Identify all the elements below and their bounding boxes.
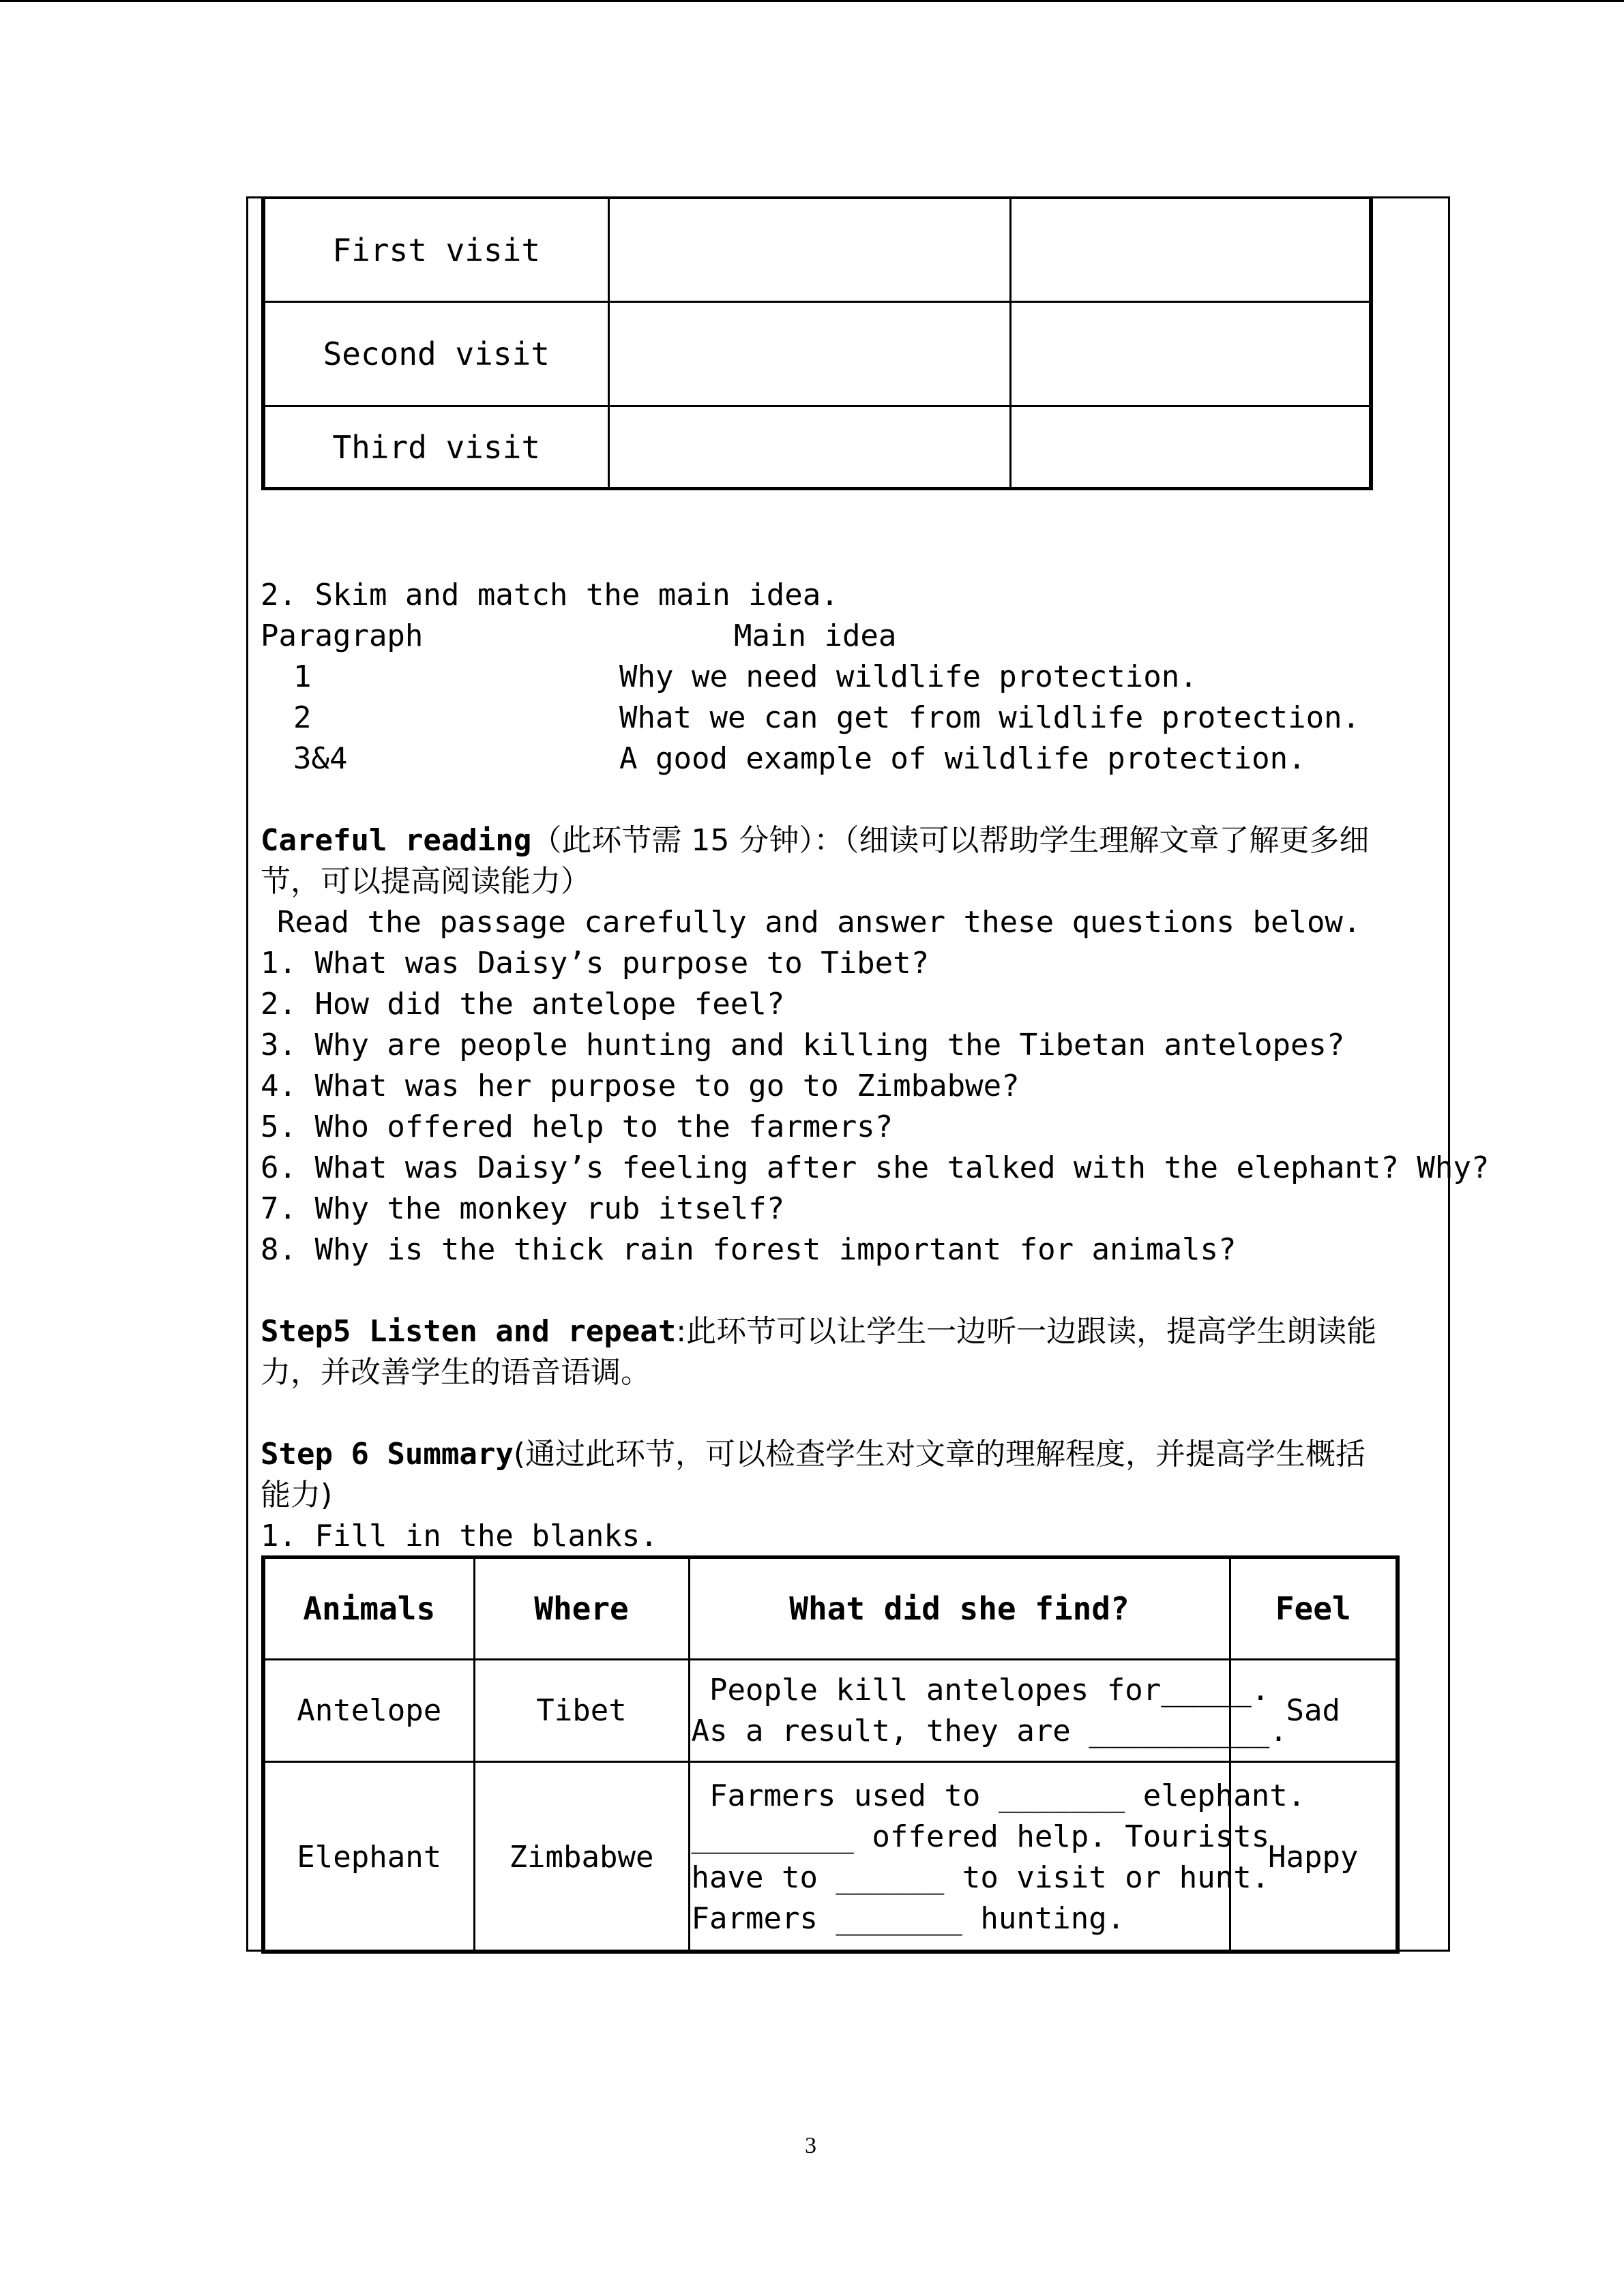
main-idea-text: Why we need wildlife protection. xyxy=(619,659,1198,694)
step6-instruction: 1. Fill in the blanks. xyxy=(261,1519,658,1553)
column-header-where: Where xyxy=(474,1557,689,1660)
blank-cell xyxy=(1010,198,1371,302)
blank-cell xyxy=(1010,302,1371,406)
where-cell: Zimbabwe xyxy=(474,1762,689,1953)
blank-cell xyxy=(1010,406,1371,489)
step5-note-cont: 力，并改善学生的语音语调。 xyxy=(261,1355,651,1390)
visit-label: Third visit xyxy=(263,406,608,489)
step5-title: Step5 Listen and repeat xyxy=(261,1314,677,1349)
where-cell: Tibet xyxy=(474,1660,689,1762)
find-line: Farmers _______ hunting. xyxy=(691,1900,1125,1936)
step6-heading xyxy=(261,1434,1365,1475)
page-number: 3 xyxy=(805,2133,816,2158)
paragraph-column-label: Paragraph xyxy=(261,618,424,653)
find-line: As a result, they are __________. xyxy=(691,1713,1288,1748)
step6-title: Step 6 Summary xyxy=(261,1437,514,1472)
step6-note-cont: 能力) xyxy=(261,1478,333,1512)
find-line: _________ offered help. Tourists xyxy=(691,1819,1270,1854)
table-header-row xyxy=(263,1557,1398,1660)
table-row xyxy=(263,406,1371,489)
table-row xyxy=(263,302,1371,406)
paragraph-number: 1 xyxy=(293,659,312,694)
question-item: 2. How did the antelope feel? xyxy=(261,987,785,1022)
feel-cell: Sad xyxy=(1230,1660,1398,1762)
question-item: 8. Why is the thick rain forest important for animals? xyxy=(261,1232,1237,1267)
main-idea-column-label: Main idea xyxy=(734,618,897,653)
step5-heading xyxy=(261,1311,1376,1352)
animal-cell: Elephant xyxy=(263,1762,474,1953)
column-header-animals: Animals xyxy=(263,1557,474,1660)
careful-instruction: Read the passage carefully and answer these questions below. xyxy=(277,905,1361,940)
question-item: 5. Who offered help to the farmers? xyxy=(261,1109,894,1144)
visit-label: Second visit xyxy=(263,302,608,406)
find-line: have to ______ to visit or hunt. xyxy=(691,1860,1270,1895)
feel-cell: Happy xyxy=(1230,1762,1398,1953)
question-item: 6. What was Daisy’s feeling after she talked with the elephant? Why? xyxy=(261,1150,1490,1185)
find-cell xyxy=(689,1762,1306,1953)
question-item: 7. Why the monkey rub itself? xyxy=(261,1191,785,1226)
careful-reading-note: （此环节需 15 分钟）：（细读可以帮助学生理解文章了解更多细 xyxy=(531,823,1370,858)
find-line: Farmers used to _______ elephant. xyxy=(691,1778,1306,1813)
careful-reading-note-cont: 节，可以提高阅读能力） xyxy=(261,864,591,899)
step6-note: (通过此环节，可以检查学生对文章的理解程度，并提高学生概括 xyxy=(513,1437,1366,1472)
table-row xyxy=(263,1660,1398,1762)
blank-cell xyxy=(608,302,1010,406)
question-item: 3. Why are people hunting and killing the Tibetan antelopes? xyxy=(261,1028,1345,1062)
page-top-rule xyxy=(0,0,1624,2)
visit-label: First visit xyxy=(263,198,608,302)
find-cell xyxy=(689,1660,1288,1762)
paragraph-number: 2 xyxy=(293,700,312,735)
paragraph-number: 3&4 xyxy=(293,741,348,776)
blank-cell xyxy=(608,406,1010,489)
blank-cell xyxy=(608,198,1010,302)
column-header-feel: Feel xyxy=(1230,1557,1398,1660)
careful-reading-title: Careful reading xyxy=(261,823,532,858)
step5-note: :此环节可以让学生一边听一边跟读，提高学生朗读能 xyxy=(676,1314,1377,1349)
find-line: People kill antelopes for_____. xyxy=(691,1672,1270,1708)
visits-table xyxy=(261,197,1373,490)
skim-heading: 2. Skim and match the main idea. xyxy=(261,578,839,612)
table-row xyxy=(263,198,1371,302)
column-header-find: What did she find? xyxy=(689,1557,1230,1660)
main-idea-text: What we can get from wildlife protection. xyxy=(619,700,1361,735)
careful-reading-heading xyxy=(261,820,1369,861)
question-item: 1. What was Daisy’s purpose to Tibet? xyxy=(261,946,930,981)
table-row xyxy=(263,1762,1398,1953)
question-item: 4. What was her purpose to go to Zimbabwe? xyxy=(261,1069,1020,1103)
main-idea-text: A good example of wildlife protection. xyxy=(619,741,1306,776)
animal-cell: Antelope xyxy=(263,1660,474,1762)
summary-table xyxy=(261,1555,1400,1954)
